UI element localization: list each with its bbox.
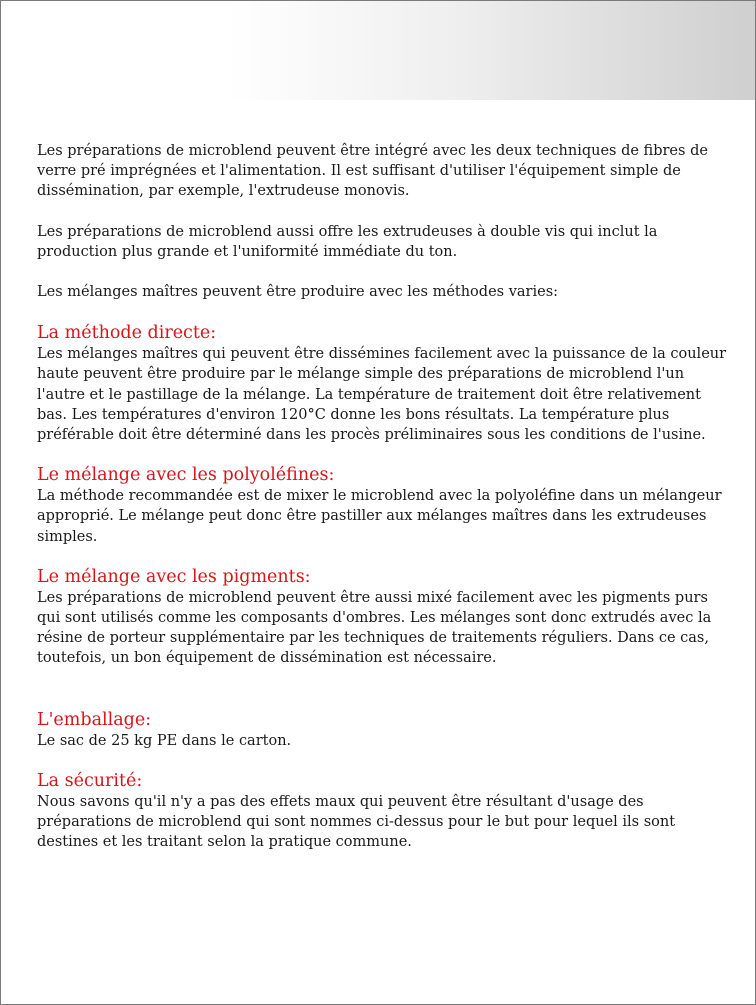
section-direct-method [37,322,727,445]
intro-paragraph-1: Les préparations de microblend peuvent être intégré avec les deux techniques de fibres de verre pré imprégnées et l'alimentation. Il est suffisant d'utiliser l'équipement simple de dissémination, par exemple, l'extrudeuse monovis. [37,143,708,200]
intro-paragraph-2: Les préparations de microblend aussi offre les extrudeuses à double vis qui inclut la production plus grande et l'uniformité immédiate du ton. [37,223,658,260]
section-packaging [37,709,727,751]
header-gradient-band [1,1,755,100]
section-body: Nous savons qu'il n'y a pas des effets maux qui peuvent être résultant d'usage des préparations de microblend qui sont nommes ci-dessus pour le but pour lequel ils sont destines et les traitant selon la pratique commune. [37,793,676,851]
document-body [37,141,727,871]
section-heading: La méthode directe: [37,323,217,344]
section-body: Le sac de 25 kg PE dans le carton. [37,732,292,749]
section-body: Les préparations de microblend peuvent être aussi mixé facilement avec les pigments purs qui sont utilisés comme les composants d'ombres. Les mélanges sont donc extrudés avec la résine de porteur supplémentaire par les techniques de traitements réguliers. Dans ce cas, toutefois, un bon équipement de dissémination est nécessaire. [37,589,712,667]
section-pigments [37,566,727,669]
section-polyolefins [37,464,727,547]
section-body: La méthode recommandée est de mixer le microblend avec la polyoléfine dans un mélangeur approprié. Le mélange peut donc être pastiller aux mélanges maîtres dans les extrudeuses simples. [37,488,722,545]
spacer [37,688,727,709]
intro-paragraph-3: Les mélanges maîtres peuvent être produire avec les méthodes varies: [37,284,559,301]
section-heading: La sécurité: [37,770,143,791]
section-body: Les mélanges maîtres qui peuvent être dissémines facilement avec la puissance de la couleur haute peuvent être produire par le mélange simple des préparations de microblend l'un l'autre et le pastillage de la mélange. La température de traitement doit être relativement bas. Les températures d'environ 120°C donne les bons résultats. La température plus préférable doit être déterminé dans les procès préliminaires sous les conditions de l'usine. [37,346,727,444]
section-heading: L'emballage: [37,709,152,730]
section-safety [37,770,727,853]
section-heading: Le mélange avec les polyoléfines: [37,465,335,486]
section-heading: Le mélange avec les pigments: [37,566,311,587]
